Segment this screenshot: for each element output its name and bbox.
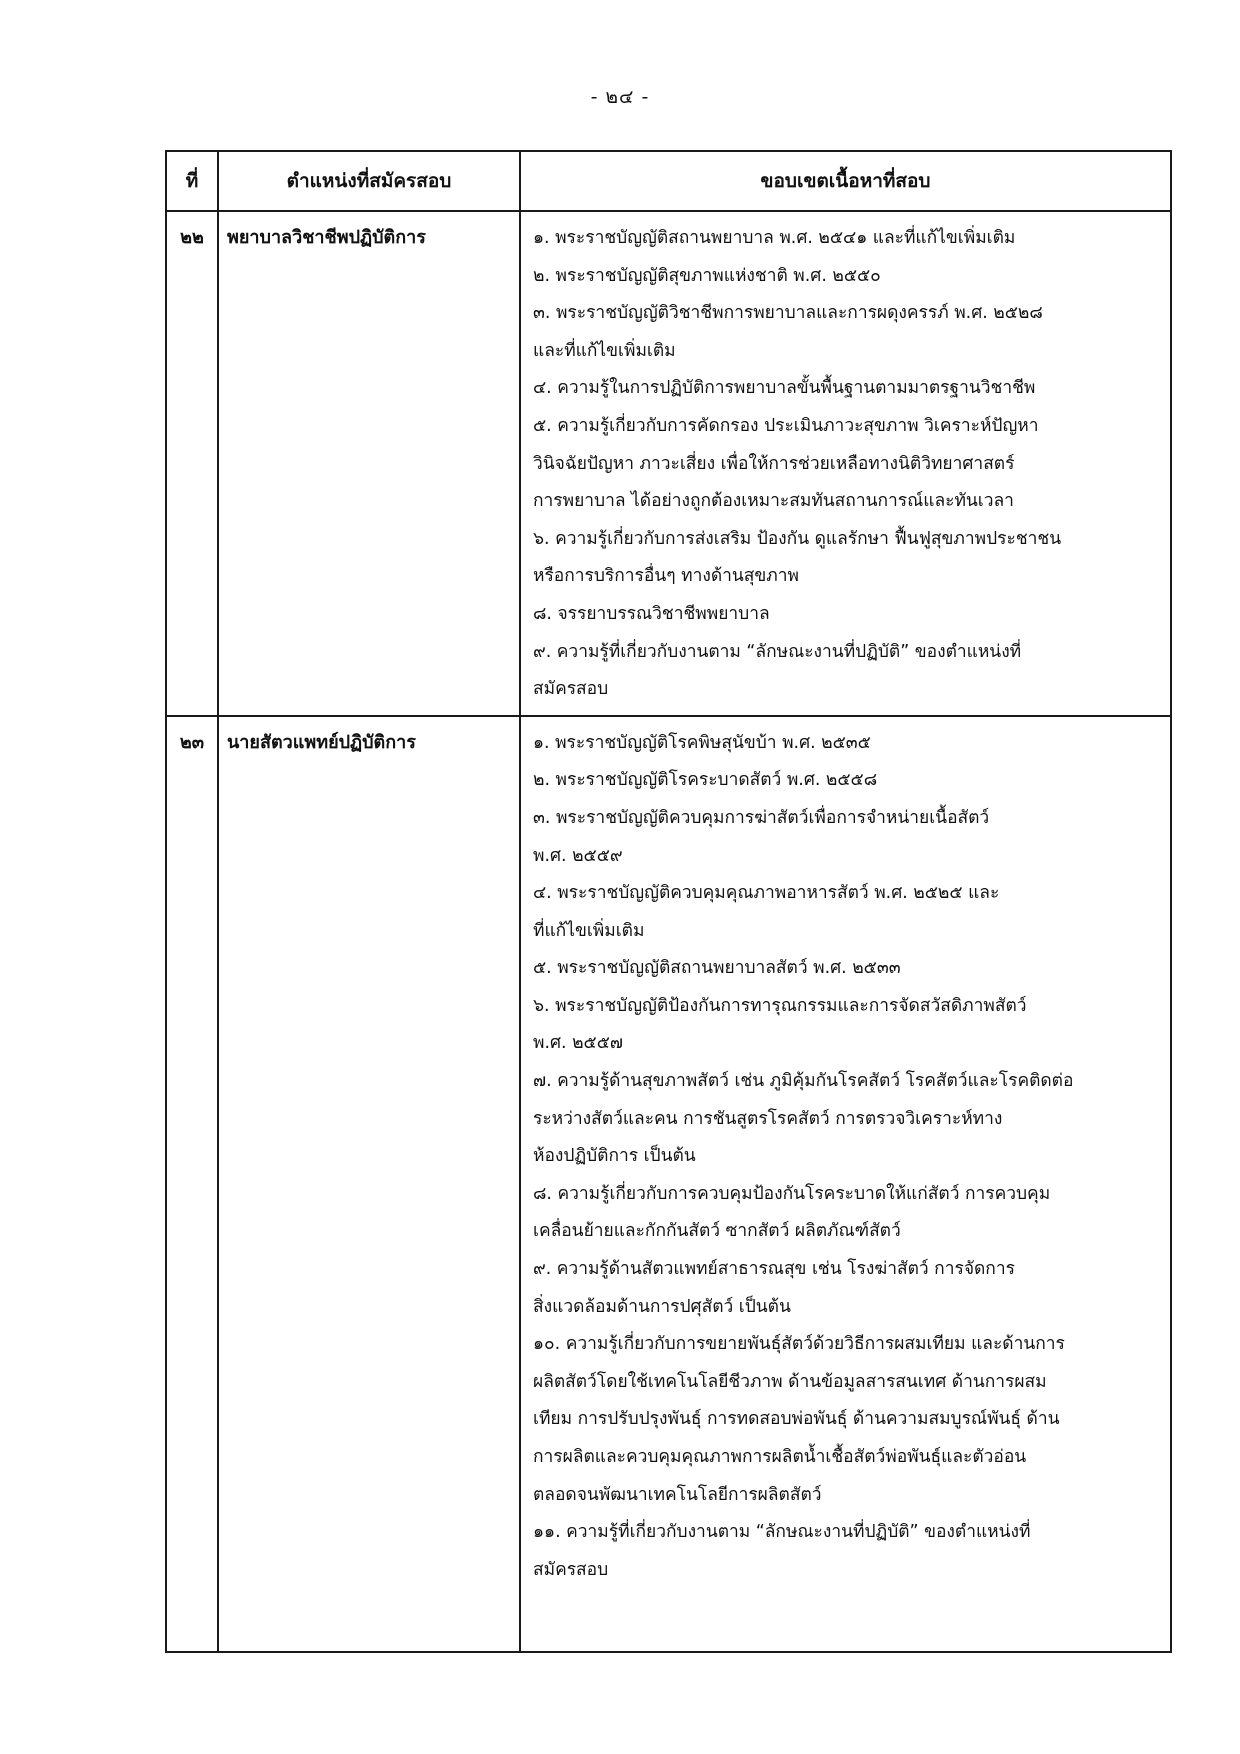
- scope-item: ๒. พระราชบัญญัติโรคระบาดสัตว์ พ.ศ. ๒๕๕๘: [533, 770, 878, 791]
- table-header-row: [166, 151, 1171, 211]
- scope-item: ๙. ความรู้ที่เกี่ยวกับงานตาม “ลักษณะงานที่ปฏิบัติ” ของตำแหน่งที่ สมัครสอบ: [533, 641, 1022, 700]
- scope-item: ๖. ความรู้เกี่ยวกับการส่งเสริม ป้องกัน ดูแลรักษา ฟื้นฟูสุขภาพประชาชน หรือการบริการอื่นๆ ทางด้านสุขภาพ: [533, 528, 1062, 587]
- scope-item: ๑๑. ความรู้ที่เกี่ยวกับงานตาม “ลักษณะงานที่ปฏิบัติ” ของตำแหน่งที่ สมัครสอบ: [533, 1522, 1031, 1580]
- scope-item: ๘. ความรู้เกี่ยวกับการควบคุมป้องกันโรคระบาดให้แก่สัตว์ การควบคุม เคลื่อนย้ายและกักกันสัตว์ ซากสัตว์ ผลิตภัณฑ์สัตว์: [533, 1183, 1051, 1242]
- scope-item: ๓. พระราชบัญญัติควบคุมการฆ่าสัตว์เพื่อการจำหน่ายเนื้อสัตว์ พ.ศ. ๒๕๕๙: [533, 807, 990, 866]
- scope-item: ๒. พระราชบัญญัติสุขภาพแห่งชาติ พ.ศ. ๒๕๕๐: [533, 265, 881, 286]
- row-number: ๒๓: [166, 716, 218, 1652]
- header-position: ตำแหน่งที่สมัครสอบ: [218, 151, 520, 211]
- scope-list: [520, 211, 1171, 716]
- row-number: ๒๒: [166, 211, 218, 716]
- table-row: [166, 716, 1171, 1652]
- scope-item: ๗. ความรู้ด้านสุขภาพสัตว์ เช่น ภูมิคุ้มกันโรคสัตว์ โรคสัตว์และโรคติดต่อ ระหว่างสัตว์และคน การชันสูตรโรคสัตว์ การตรวจวิเคราะห์ทาง ห้องปฏิบัติการ เป็นต้น: [533, 1071, 1074, 1167]
- header-no: ที่: [166, 151, 218, 211]
- scope-item: ๑. พระราชบัญญัติโรคพิษสุนัขบ้า พ.ศ. ๒๕๓๕: [533, 732, 871, 753]
- scope-item: ๕. พระราชบัญญัติสถานพยาบาลสัตว์ พ.ศ. ๒๕๓๓: [533, 958, 901, 979]
- position-title: พยาบาลวิชาชีพปฏิบัติการ: [218, 211, 520, 716]
- exam-scope-table: [165, 150, 1172, 1653]
- scope-item: ๙. ความรู้ด้านสัตวแพทย์สาธารณสุข เช่น โรงฆ่าสัตว์ การจัดการ สิ่งแวดล้อมด้านการปศุสัตว์ เป็นต้น: [533, 1259, 1015, 1317]
- scope-item: ๓. พระราชบัญญัติวิชาชีพการพยาบาลและการผดุงครรภ์ พ.ศ. ๒๕๒๘ และที่แก้ไขเพิ่มเติม: [533, 303, 1043, 361]
- scope-item: ๔. พระราชบัญญัติควบคุมคุณภาพอาหารสัตว์ พ.ศ. ๒๕๒๕ และ ที่แก้ไขเพิ่มเติม: [533, 883, 1000, 941]
- scope-item: ๘. จรรยาบรรณวิชาชีพพยาบาล: [533, 603, 770, 624]
- header-scope: ขอบเขตเนื้อหาที่สอบ: [520, 151, 1171, 211]
- scope-list: [520, 716, 1171, 1652]
- scope-item: ๑๐. ความรู้เกี่ยวกับการขยายพันธุ์สัตว์ด้วยวิธีการผสมเทียม และด้านการ ผลิตสัตว์โดยใช้เทคโนโลยีชีวภาพ ด้านข้อมูลสารสนเทศ ด้านการผสม เทียม การปรับปรุงพันธุ์ การทดสอบพ่อพันธุ์ ด้านความสมบูรณ์พันธุ์ ด้าน การผลิตและควบคุมคุณภาพการผลิตน้ำเชื้อสัตว์พ่อพันธุ์และตัวอ่อน ตลอดจนพัฒนาเทคโนโลยีการผลิตสัตว์: [533, 1334, 1065, 1505]
- scope-item: ๖. พระราชบัญญัติป้องกันการทารุณกรรมและการจัดสวัสดิภาพสัตว์ พ.ศ. ๒๕๕๗: [533, 995, 1027, 1054]
- position-title: นายสัตวแพทย์ปฏิบัติการ: [218, 716, 520, 1652]
- table-row: [166, 211, 1171, 716]
- scope-item: ๔. ความรู้ในการปฏิบัติการพยาบาลขั้นพื้นฐานตามมาตรฐานวิชาชีพ: [533, 378, 1036, 399]
- page-number: - ๒๔ -: [590, 86, 650, 108]
- scope-item: ๑. พระราชบัญญัติสถานพยาบาล พ.ศ. ๒๕๔๑ และที่แก้ไขเพิ่มเติม: [533, 228, 1016, 248]
- scope-item: ๕. ความรู้เกี่ยวกับการคัดกรอง ประเมินภาวะสุขภาพ วิเคราะห์ปัญหา วินิจฉัยปัญหา ภาวะเสี่ยง เพื่อให้การช่วยเหลือทางนิติวิทยาศาสตร์ การพยาบาล ได้อย่างถูกต้องเหมาะสมทันสถานการณ์และทันเวลา: [533, 415, 1039, 512]
